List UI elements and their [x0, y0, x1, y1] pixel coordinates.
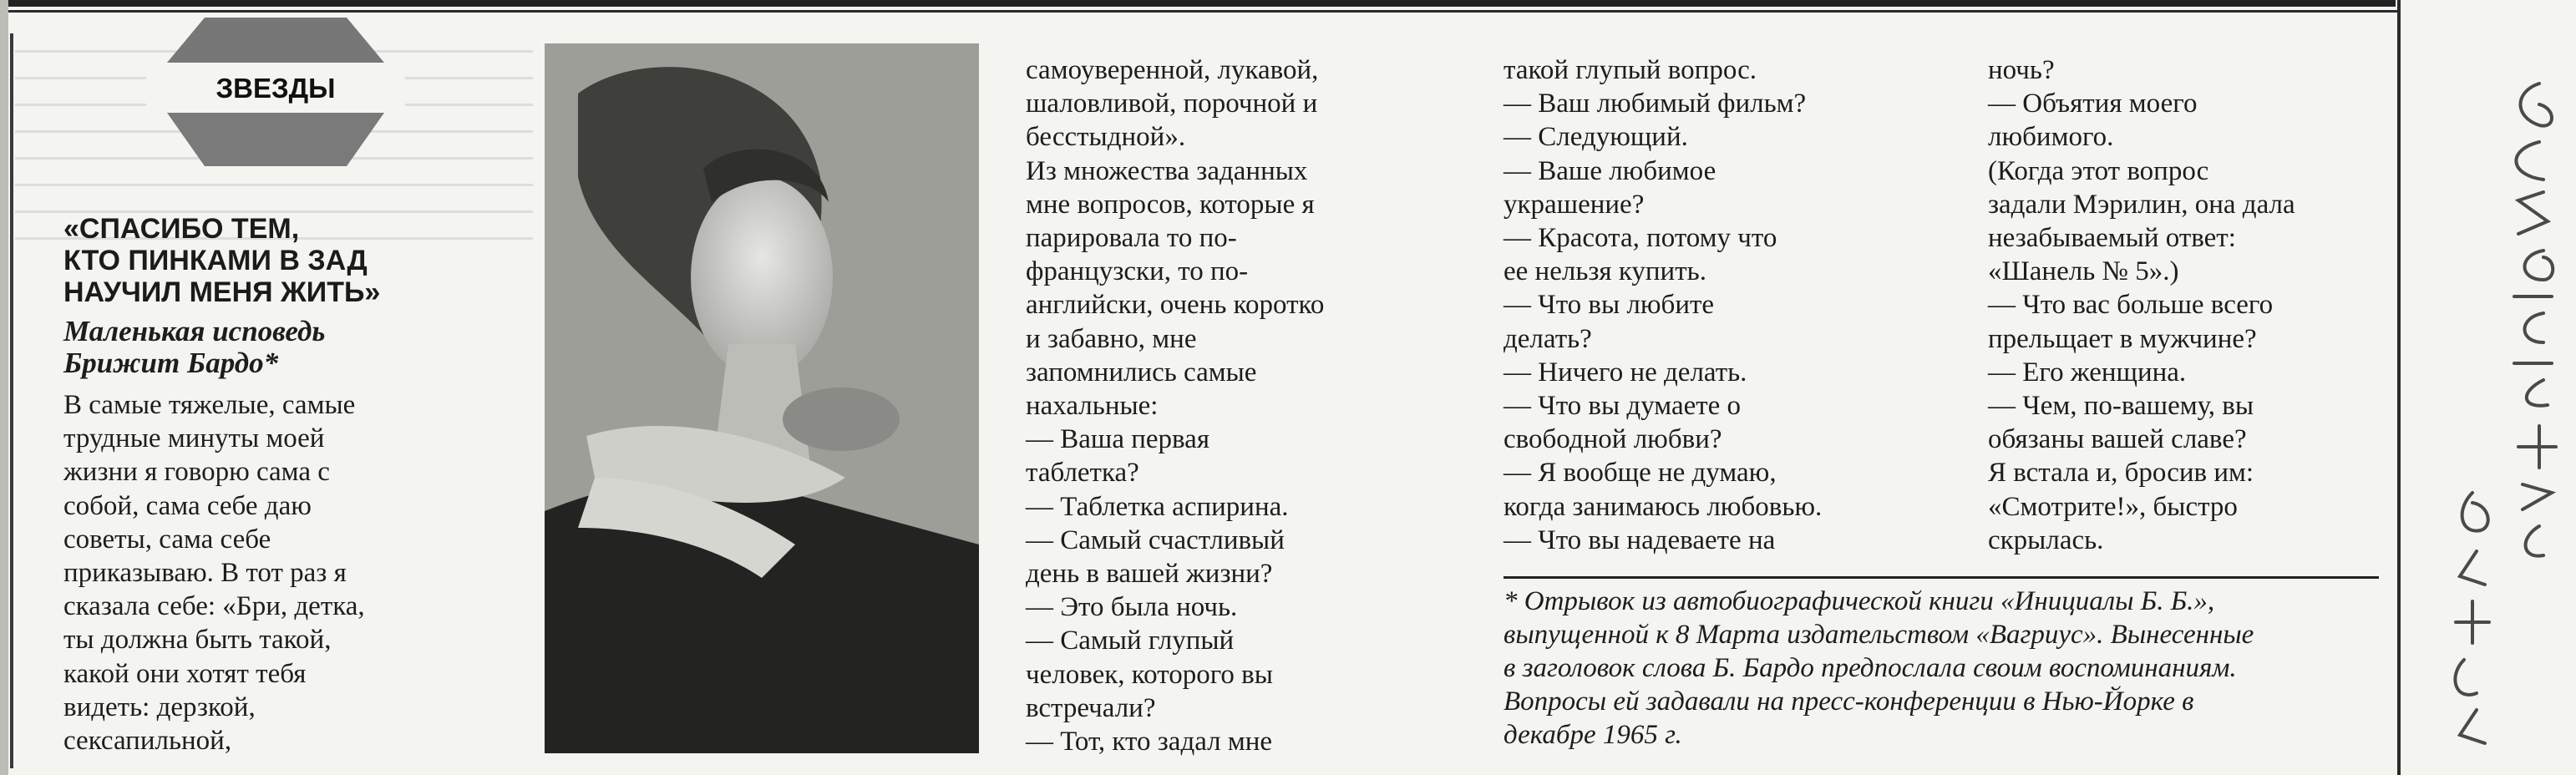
footnote-rule: [1504, 576, 2379, 579]
article-text-line: — Что вы думаете о: [1504, 391, 1742, 422]
article-text-line: Из множества заданных: [1026, 155, 1308, 186]
article-text-line: такой глупый вопрос.: [1504, 55, 1757, 85]
article-text-line: — Объятия моего: [1988, 89, 2198, 119]
article-text-line: — Таблетка аспирина.: [1026, 491, 1289, 522]
article-text-line: — Самый глупый: [1026, 626, 1235, 656]
portrait-photo: [545, 43, 979, 753]
article-text-line: мне вопросов, которые я: [1026, 189, 1315, 220]
article-text-line: трудные минуты моей: [63, 423, 325, 454]
article-text-line: видеть: дерзкой,: [63, 691, 256, 722]
article-text-line: ты должна быть такой,: [63, 625, 332, 656]
article-text-line: самоуверенной, лукавой,: [1026, 55, 1319, 85]
article-column-4: [1988, 53, 2295, 557]
portrait-illustration: [545, 43, 979, 753]
article-text-line: шаловливой, порочной и: [1026, 89, 1318, 119]
subtitle-line: Брижит Бардо*: [63, 347, 279, 379]
article-text-line: собой, сама себе даю: [63, 490, 312, 521]
article-text-line: «Смотрите!», быстро: [1988, 491, 2238, 522]
article-column-3: [1504, 53, 1822, 557]
article-column-1: [63, 388, 365, 757]
article-text-line: — Чем, по-вашему, вы: [1988, 391, 2254, 422]
article-text-line: — Его женщина.: [1988, 357, 2187, 388]
rubric-badge: [146, 13, 405, 171]
article-text-line: приказываю. В тот раз я: [63, 558, 347, 589]
article-text-line: ее нельзя купить.: [1504, 256, 1706, 287]
article-text-line: «Шанель № 5».): [1988, 256, 2179, 287]
article-text-line: задали Мэрилин, она дала: [1988, 189, 2295, 220]
headline-line: «СПАСИБО ТЕМ,: [63, 213, 300, 245]
article-text-line: запомнились самые: [1026, 357, 1257, 388]
article-text-line: английски, очень коротко: [1026, 290, 1325, 321]
footnote-line: * Отрывок из автобиографической книги «Инициалы Б. Б.»,: [1504, 586, 2215, 616]
footnote-line: в заголовок слова Б. Бардо предпослала своим воспоминаниям.: [1504, 653, 2237, 683]
subtitle-line: Маленькая исповедь: [63, 315, 326, 347]
headline-line: КТО ПИНКАМИ В ЗАД: [63, 245, 368, 276]
right-frame-rule: [2397, 0, 2401, 775]
article-text-line: сексапильной,: [63, 726, 232, 757]
article-text-line: Я встала и, бросив им:: [1988, 458, 2254, 489]
article-text-line: — Ничего не делать.: [1504, 357, 1747, 388]
rubric-label: ЗВЕЗДЫ: [216, 73, 336, 104]
article-text-line: — Что вы любите: [1504, 290, 1715, 321]
article-text-line: — Следующий.: [1504, 122, 1688, 153]
article-text-line: — Ваша первая: [1026, 424, 1209, 455]
article-text-line: В самые тяжелые, самые: [63, 390, 356, 420]
article-text-line: когда занимаюсь любовью.: [1504, 491, 1823, 522]
article-text-line: украшение?: [1504, 189, 1645, 220]
article-text-line: какой они хотят тебя: [63, 658, 307, 689]
article-text-line: советы, сама себе: [63, 524, 271, 555]
handwritten-note: [2439, 75, 2573, 760]
headline: [63, 213, 531, 308]
article-text-line: обязаны вашей славе?: [1988, 424, 2247, 455]
article-text-line: сказала себе: «Бри, детка,: [63, 591, 365, 622]
article-text-line: ночь?: [1988, 55, 2055, 85]
article-text-line: — Что вы надеваете на: [1504, 524, 1776, 555]
article-column-2: [1026, 53, 1324, 758]
subtitle: [63, 316, 531, 379]
article-text-line: встречали?: [1026, 692, 1156, 723]
article-text-line: человек, которого вы: [1026, 659, 1273, 690]
article-text-line: парировала то по-: [1026, 223, 1237, 254]
article-text-line: и забавно, мне: [1026, 323, 1197, 354]
footnote-line: Вопросы ей задавали на пресс-конференции в Нью-Йорке в: [1504, 686, 2194, 717]
article-text-line: незабываемый ответ:: [1988, 223, 2236, 254]
article-text-line: — Самый счастливый: [1026, 524, 1285, 555]
footnote-line: декабре 1965 г.: [1504, 720, 1682, 750]
article-text-line: бесстыдной».: [1026, 122, 1186, 153]
article-text-line: свободной любви?: [1504, 424, 1722, 455]
article-text-line: делать?: [1504, 323, 1592, 354]
article-text-line: скрылась.: [1988, 524, 2104, 555]
article-text-line: день в вашей жизни?: [1026, 559, 1273, 590]
article-text-line: — Тот, кто задал мне: [1026, 727, 1273, 757]
article-text-line: — Ваше любимое: [1504, 155, 1716, 186]
article-text-line: — Что вас больше всего: [1988, 290, 2274, 321]
article-text-line: жизни я говорю сама с: [63, 457, 330, 488]
left-edge: [0, 0, 8, 775]
footnote-line: выпущенной к 8 Марта издательством «Вагриус». Вынесенные: [1504, 620, 2254, 650]
article-text-line: любимого.: [1988, 122, 2114, 153]
article-text-line: прельщает в мужчине?: [1988, 323, 2257, 354]
article-text-line: — Ваш любимый фильм?: [1504, 89, 1807, 119]
article-text-line: таблетка?: [1026, 458, 1139, 489]
article-text-line: — Красота, потому что: [1504, 223, 1777, 254]
handwritten-scrawl: [2439, 75, 2573, 760]
article-text-line: французски, то по-: [1026, 256, 1249, 287]
article-text-line: — Это была ночь.: [1026, 592, 1238, 623]
article-text-line: нахальные:: [1026, 391, 1159, 422]
article-text-line: (Когда этот вопрос: [1988, 155, 2209, 186]
article-text-line: — Я вообще не думаю,: [1504, 458, 1777, 489]
top-rule: [8, 0, 2396, 7]
headline-line: НАУЧИЛ МЕНЯ ЖИТЬ»: [63, 276, 381, 308]
left-frame-rule: [10, 33, 13, 768]
footnote: [1504, 585, 2254, 752]
